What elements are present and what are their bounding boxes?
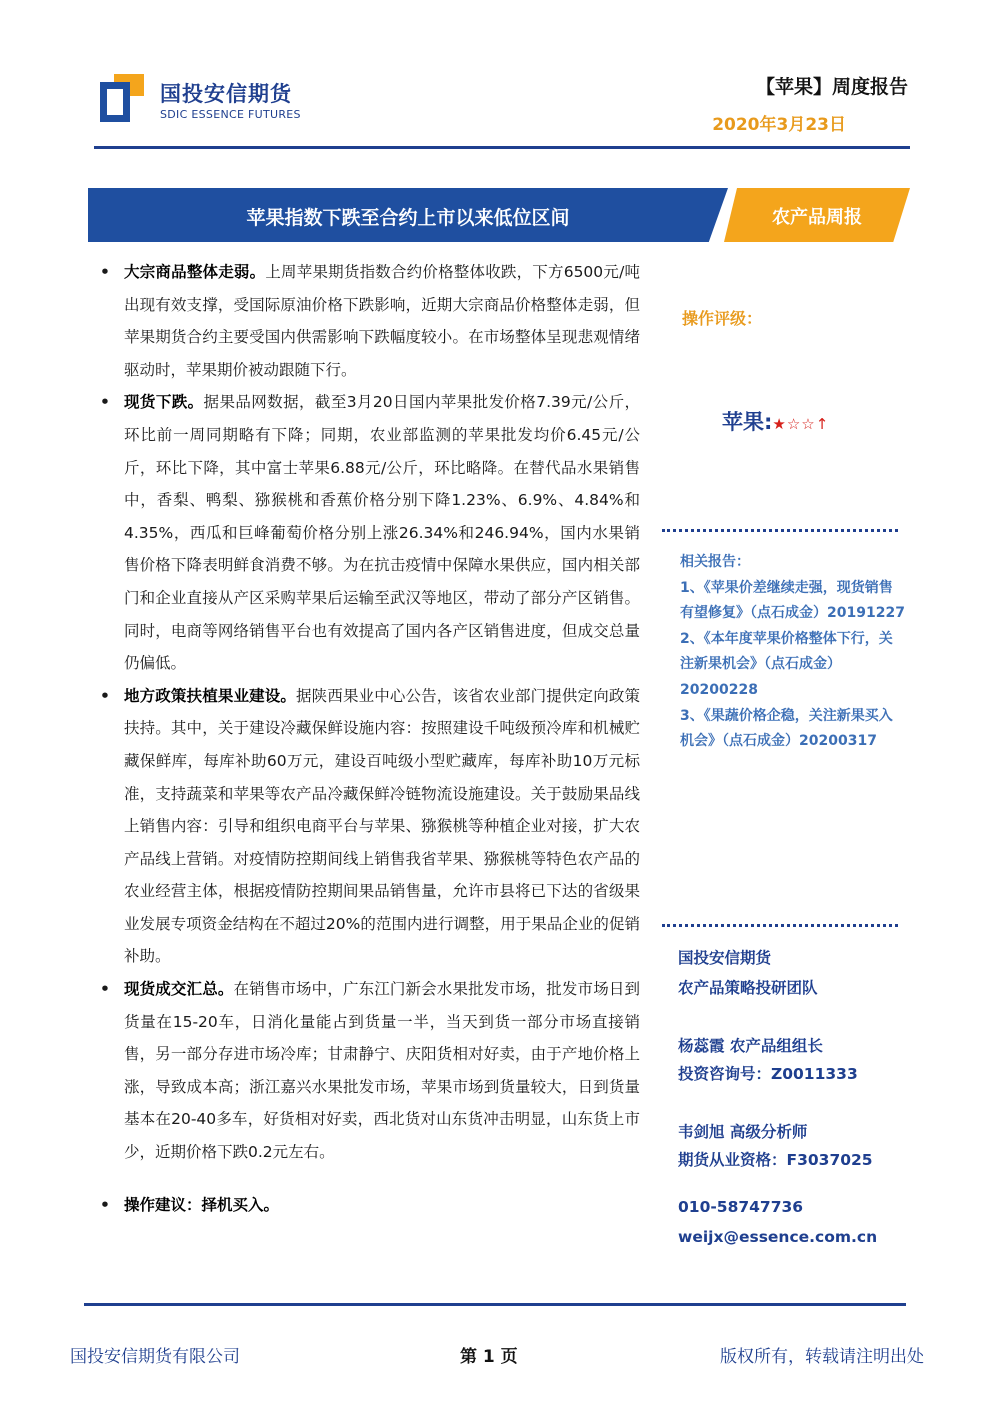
main-content — [100, 256, 640, 1221]
report-date: 2020年3月23日 — [712, 115, 846, 135]
bullet-dot-icon: • — [100, 1195, 110, 1214]
bullet-item — [100, 680, 640, 973]
bullet-heading: 大宗商品整体走弱。 — [124, 263, 266, 281]
dotted-divider — [662, 924, 898, 927]
dotted-divider — [662, 529, 898, 532]
rating — [722, 406, 829, 436]
logo-company-cn: 国投安信期货 — [160, 82, 292, 106]
analyst-2: 韦剑旭 高级分析师 — [678, 1123, 808, 1141]
report-category: 农产品周报 — [772, 207, 862, 228]
bullet-heading: 现货下跌。 — [124, 393, 204, 412]
bullet-body: 据果品网数据，截至3月20日国内苹果批发价格7.39元/公斤，环比前一周同期略有下降；同期，农业部监测的苹果批发均价6.45元/公斤，环比下降，其中富士苹果6.88元/公斤，环比略降。在替代品水果销售中，香梨、鸭梨、猕猴桃和香蕉价格分别下降1.23%、6.9%、4.84%和4.35%，西瓜和巨峰葡萄价格分别上涨26.34%和246.94%，国内水果销售价格下降表明鲜食消费不够。为在抗击疫情中保障水果供应，国内相关部门和企业直接从产区采购苹果后运输至武汉等地区，带动了部分产区销售。同时，电商等网络销售平台也有效提高了国内各产区销售进度，但成交总量仍偏低。 — [124, 393, 641, 673]
bullet-item — [100, 1189, 640, 1222]
bullet-heading: 现货成交汇总。 — [124, 980, 234, 999]
analyst-1-license: 投资咨询号：Z0011333 — [678, 1065, 858, 1083]
page-number: 第 1 页 — [460, 1347, 518, 1367]
report-type: 【苹果】周度报告 — [755, 76, 908, 98]
analyst-2-license: 期货从业资格：F3037025 — [678, 1151, 873, 1169]
related-title: 相关报告： — [680, 554, 750, 570]
bullet-dot-icon: • — [100, 263, 110, 281]
rating-product: 苹果: — [722, 410, 773, 434]
bullet-dot-icon: • — [100, 980, 110, 999]
team-name: 农产品策略投研团队 — [678, 979, 818, 997]
bullet-body: 在销售市场中，广东江门新会水果批发市场，批发市场日到货量在15-20车，日消化量能占到货量一半，当天到货一部分市场直接销售，另一部分存进市场冷库；甘肃静宁、庆阳货相对好卖，由于产地价格上涨，导致成本高；浙江嘉兴水果批发市场，苹果市场到货量较大，日到货量基本在20-40多车，好货相对好卖，西北货对山东货冲击明显，山东货上市少，近期价格下跌0.2元左右。 — [124, 980, 640, 1162]
bullet-body: 上周苹果期货指数合约价格整体收跌，下方6500元/吨出现有效支撑，受国际原油价格下跌影响，近期大宗商品价格整体走弱，但苹果期货合约主要受国内供需影响下跌幅度较小。在市场整体呈现悲观情绪驱动时，苹果期价被动跟随下行。 — [124, 263, 640, 379]
company-logo — [100, 72, 310, 128]
footer-divider — [84, 1303, 906, 1306]
bullet-dot-icon: • — [100, 393, 110, 412]
footer-copyright: 版权所有，转载请注明出处 — [720, 1347, 924, 1367]
contact-email[interactable]: weijx@essence.com.cn — [678, 1228, 878, 1246]
related-report-link[interactable]: 1、《苹果价差继续走强，现货销售有望修复》（点石成金）20191227 — [680, 579, 905, 622]
related-report-link[interactable]: 2、《本年度苹果价格整体下行，关注新果机会》（点石成金）20200228 — [680, 630, 893, 698]
bullet-item — [100, 386, 640, 679]
bullet-item — [100, 256, 640, 386]
logo-company-en: SDIC ESSENCE FUTURES — [160, 108, 301, 121]
logo-mark-icon — [100, 74, 144, 122]
related-report-link[interactable]: 3、《果蔬价格企稳，关注新果买入机会》（点石成金）20200317 — [680, 707, 893, 750]
bullet-dot-icon: • — [100, 686, 110, 705]
team-company: 国投安信期货 — [678, 949, 772, 967]
footer-company: 国投安信期货有限公司 — [70, 1347, 240, 1367]
rating-label: 操作评级： — [682, 309, 763, 328]
bullet-heading: 地方政策扶植果业建设。 — [124, 686, 297, 705]
rating-stars-icon: ★☆☆↑ — [772, 415, 830, 433]
bullet-body: 据陕西果业中心公告，该省农业部门提供定向政策扶持。其中，关于建设冷藏保鲜设施内容：按照建设千吨级预冷库和机械贮藏保鲜库，每库补助60万元，建设百吨级小型贮藏库，每库补助10万元标准，支持蔬菜和苹果等农产品冷藏保鲜冷链物流设施建设。关于鼓励果品线上销售内容：引导和组织电商平台与苹果、猕猴桃等种植企业对接，扩大农产品线上营销。对疫情防控期间线上销售我省苹果、猕猴桃等特色农产品的农业经营主体，根据疫情防控期间果品销售量，允许市县将已下达的省级果业发展专项资金结构在不超过20%的范围内进行调整，用于果品企业的促销补助。 — [124, 686, 640, 966]
contact-phone: 010-58747736 — [678, 1198, 804, 1216]
related-reports — [680, 550, 906, 755]
report-title: 苹果指数下跌至合约上市以来低位区间 — [246, 207, 570, 229]
bullet-heading: 操作建议：择机买入。 — [124, 1195, 280, 1214]
header-divider — [94, 146, 910, 149]
analyst-1: 杨蕊霞 农产品组组长 — [678, 1037, 823, 1055]
title-banner — [88, 188, 910, 242]
bullet-item — [100, 973, 640, 1169]
